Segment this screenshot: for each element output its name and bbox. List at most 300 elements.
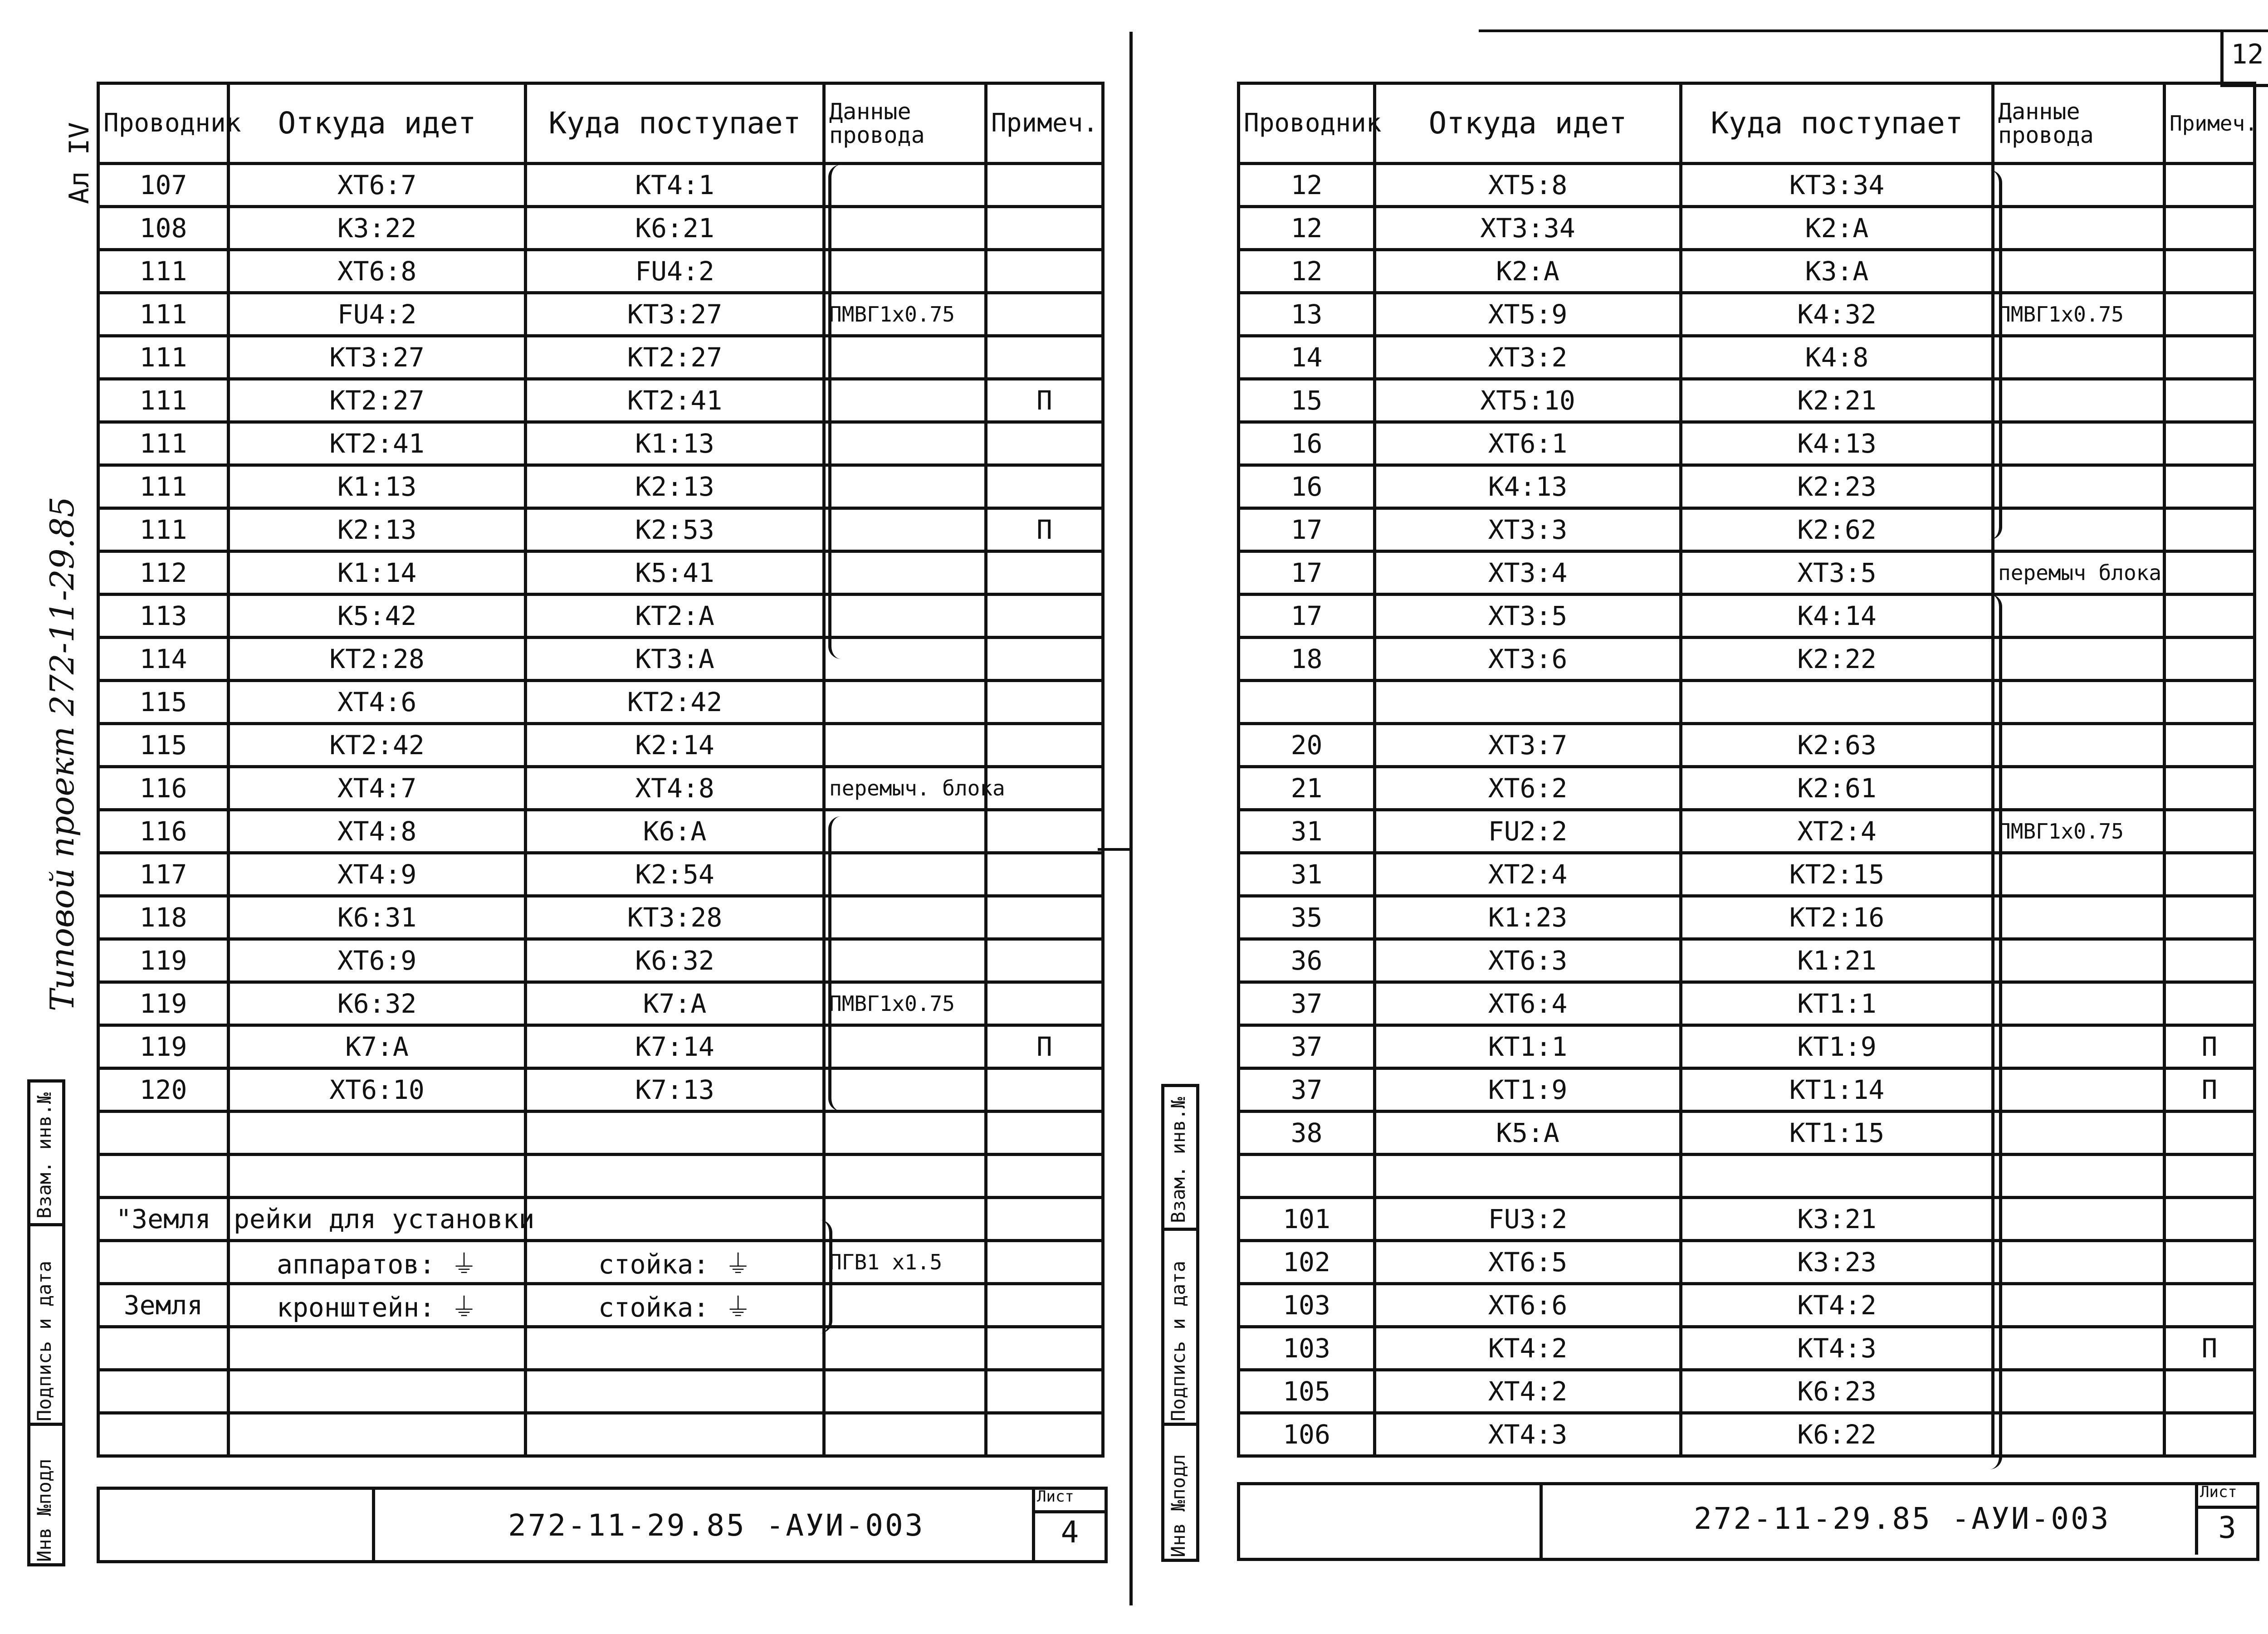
from-cell: ХТ3:7 bbox=[1375, 724, 1681, 767]
table-row bbox=[1239, 336, 2255, 379]
left-sheet-box bbox=[1032, 1487, 1105, 1557]
note-cell bbox=[986, 810, 1103, 853]
from-cell: К1:13 bbox=[229, 465, 526, 508]
note-cell bbox=[986, 1112, 1103, 1155]
conductor-cell: 12 bbox=[1239, 207, 1375, 250]
right-sheet-label: Лист bbox=[2200, 1483, 2237, 1501]
table-row bbox=[98, 1370, 1103, 1413]
table-row bbox=[98, 810, 1103, 853]
conductor-cell bbox=[98, 1112, 229, 1155]
note-cell bbox=[986, 336, 1103, 379]
side-col-inv: Инв №подл bbox=[33, 1458, 55, 1562]
note-cell bbox=[2165, 767, 2255, 810]
table-row bbox=[1239, 293, 2255, 336]
note-cell bbox=[2165, 1198, 2255, 1241]
table-row bbox=[98, 164, 1103, 207]
conductor-cell: 16 bbox=[1239, 422, 1375, 465]
right-side-col-podpis: Подпись и дата bbox=[1167, 1260, 1189, 1421]
from-cell: ХТ6:4 bbox=[1375, 982, 1681, 1025]
note-cell bbox=[2165, 207, 2255, 250]
left-brace-2 bbox=[828, 816, 841, 1111]
right-corner-box bbox=[2220, 29, 2268, 87]
note-cell bbox=[986, 422, 1103, 465]
to-cell: FU4:2 bbox=[526, 250, 824, 293]
note-cell bbox=[2165, 939, 2255, 982]
to-cell: КТ4:3 bbox=[1681, 1327, 1993, 1370]
conductor-cell: 111 bbox=[98, 422, 229, 465]
wire-data-cell bbox=[824, 1155, 986, 1198]
wire-data-cell bbox=[1993, 379, 2165, 422]
to-cell: К2:53 bbox=[526, 508, 824, 551]
table-row bbox=[98, 896, 1103, 939]
conductor-cell: 17 bbox=[1239, 508, 1375, 551]
note-cell bbox=[2165, 422, 2255, 465]
conductor-cell: 12 bbox=[1239, 250, 1375, 293]
conductor-cell: 117 bbox=[98, 853, 229, 896]
right-title-block bbox=[1237, 1482, 2259, 1561]
to-cell: К3:А bbox=[1681, 250, 1993, 293]
note-cell bbox=[2165, 250, 2255, 293]
to-cell: К4:14 bbox=[1681, 595, 1993, 638]
wire-data-cell bbox=[824, 595, 986, 638]
from-cell: ХТ3:34 bbox=[1375, 207, 1681, 250]
note-cell bbox=[986, 465, 1103, 508]
note-cell bbox=[986, 1068, 1103, 1112]
to-cell: КТ1:1 bbox=[1681, 982, 1993, 1025]
from-cell: КТ4:2 bbox=[1375, 1327, 1681, 1370]
note-cell bbox=[2165, 1241, 2255, 1284]
conductor-cell: 101 bbox=[1239, 1198, 1375, 1241]
table-row bbox=[1239, 1198, 2255, 1241]
right-corner-number: 12 bbox=[2231, 39, 2264, 70]
left-wiring-table bbox=[97, 82, 1105, 1458]
to-cell: К2:21 bbox=[1681, 379, 1993, 422]
table-row bbox=[1239, 1155, 2255, 1198]
note-cell bbox=[986, 293, 1103, 336]
wire-data-cell bbox=[1993, 638, 2165, 681]
right-side-columns bbox=[1161, 1084, 1199, 1562]
note-cell bbox=[2165, 293, 2255, 336]
to-cell: К2:22 bbox=[1681, 638, 1993, 681]
table-row bbox=[1239, 681, 2255, 724]
wire-data-cell bbox=[824, 508, 986, 551]
from-cell: К2:13 bbox=[229, 508, 526, 551]
wire-data-cell: ПМВГ1х0.75 bbox=[824, 293, 986, 336]
to-cell: К4:8 bbox=[1681, 336, 1993, 379]
to-cell: КТ3:28 bbox=[526, 896, 824, 939]
wire-data-cell bbox=[1993, 1370, 2165, 1413]
wire-data-cell bbox=[824, 1413, 986, 1456]
note-cell bbox=[986, 1327, 1103, 1370]
wire-data-cell bbox=[1993, 207, 2165, 250]
table-row bbox=[98, 638, 1103, 681]
to-cell: К7:14 bbox=[526, 1025, 824, 1068]
col-header-conductor: Проводник bbox=[1239, 83, 1375, 164]
table-row bbox=[98, 1112, 1103, 1155]
note-cell bbox=[2165, 336, 2255, 379]
from-cell: кронштейн: ⏚ bbox=[229, 1284, 526, 1327]
table-row bbox=[98, 767, 1103, 810]
to-cell: К5:41 bbox=[526, 551, 824, 595]
from-cell: ХТ3:3 bbox=[1375, 508, 1681, 551]
from-cell: ХТ3:5 bbox=[1375, 595, 1681, 638]
from-cell: ХТ5:9 bbox=[1375, 293, 1681, 336]
wire-data-cell bbox=[824, 1327, 986, 1370]
wire-data-cell bbox=[824, 810, 986, 853]
left-side-columns bbox=[27, 1079, 65, 1566]
from-cell: ХТ4:7 bbox=[229, 767, 526, 810]
note-cell: П bbox=[986, 379, 1103, 422]
from-cell: ХТ6:6 bbox=[1375, 1284, 1681, 1327]
conductor-cell: 120 bbox=[98, 1068, 229, 1112]
conductor-cell: 119 bbox=[98, 1025, 229, 1068]
note-cell bbox=[986, 595, 1103, 638]
from-cell: К7:А bbox=[229, 1025, 526, 1068]
from-cell: ХТ6:9 bbox=[229, 939, 526, 982]
table-row bbox=[98, 1068, 1103, 1112]
to-cell: К2:14 bbox=[526, 724, 824, 767]
note-cell bbox=[986, 1241, 1103, 1284]
to-cell bbox=[526, 1370, 824, 1413]
conductor-cell: 103 bbox=[1239, 1327, 1375, 1370]
conductor-cell: 18 bbox=[1239, 638, 1375, 681]
note-cell bbox=[2165, 1413, 2255, 1456]
left-title-block bbox=[97, 1487, 1108, 1563]
conductor-cell: 31 bbox=[1239, 853, 1375, 896]
table-row bbox=[1239, 1413, 2255, 1456]
table-row bbox=[1239, 638, 2255, 681]
from-cell: КТ2:41 bbox=[229, 422, 526, 465]
wire-data-cell bbox=[824, 336, 986, 379]
from-cell: ХТ3:2 bbox=[1375, 336, 1681, 379]
table-row bbox=[1239, 508, 2255, 551]
note-cell bbox=[2165, 724, 2255, 767]
from-cell: КТ2:27 bbox=[229, 379, 526, 422]
conductor-cell: Земля bbox=[98, 1284, 229, 1327]
table-row bbox=[1239, 896, 2255, 939]
table-row bbox=[1239, 810, 2255, 853]
from-cell: ХТ5:8 bbox=[1375, 164, 1681, 207]
conductor-cell bbox=[98, 1413, 229, 1456]
conductor-cell: 116 bbox=[98, 767, 229, 810]
to-cell: ХТ3:5 bbox=[1681, 551, 1993, 595]
wire-data-cell bbox=[1993, 164, 2165, 207]
wire-data-cell bbox=[1993, 767, 2165, 810]
from-cell: К2:А bbox=[1375, 250, 1681, 293]
conductor-cell bbox=[1239, 681, 1375, 724]
to-cell bbox=[1681, 681, 1993, 724]
right-side-col-inv: Инв №подл bbox=[1167, 1454, 1189, 1557]
from-cell: ХТ6:2 bbox=[1375, 767, 1681, 810]
right-wiring-table bbox=[1237, 82, 2256, 1458]
note-cell bbox=[986, 164, 1103, 207]
to-cell: К7:13 bbox=[526, 1068, 824, 1112]
wire-data-cell: перемыч. блока bbox=[824, 767, 986, 810]
note-cell bbox=[986, 1370, 1103, 1413]
table-header-row bbox=[98, 83, 1103, 164]
to-cell bbox=[526, 1198, 824, 1241]
from-cell: ХТ4:3 bbox=[1375, 1413, 1681, 1456]
table-row bbox=[1239, 767, 2255, 810]
note-cell bbox=[2165, 1112, 2255, 1155]
left-sheet-label: Лист bbox=[1037, 1488, 1074, 1506]
table-row bbox=[98, 422, 1103, 465]
table-row bbox=[1239, 939, 2255, 982]
note-cell bbox=[2165, 1155, 2255, 1198]
wire-data-cell bbox=[1993, 1025, 2165, 1068]
table-row bbox=[98, 551, 1103, 595]
conductor-cell: 12 bbox=[1239, 164, 1375, 207]
wire-data-cell bbox=[824, 1068, 986, 1112]
to-cell: КТ3:34 bbox=[1681, 164, 1993, 207]
from-cell: FU3:2 bbox=[1375, 1198, 1681, 1241]
to-cell: К6:22 bbox=[1681, 1413, 1993, 1456]
from-cell: ХТ6:1 bbox=[1375, 422, 1681, 465]
from-cell: ХТ4:2 bbox=[1375, 1370, 1681, 1413]
to-cell: КТ2:41 bbox=[526, 379, 824, 422]
table-row bbox=[98, 250, 1103, 293]
to-cell bbox=[526, 1155, 824, 1198]
wire-data-cell bbox=[824, 250, 986, 293]
from-cell: ХТ6:5 bbox=[1375, 1241, 1681, 1284]
from-cell bbox=[229, 1327, 526, 1370]
wire-data-cell bbox=[1993, 1284, 2165, 1327]
from-cell: К6:31 bbox=[229, 896, 526, 939]
to-cell: К2:54 bbox=[526, 853, 824, 896]
table-row bbox=[1239, 207, 2255, 250]
table-row bbox=[98, 939, 1103, 982]
table-row bbox=[98, 724, 1103, 767]
from-cell: К1:23 bbox=[1375, 896, 1681, 939]
col-header-note: Примеч. bbox=[986, 83, 1103, 164]
conductor-cell: 119 bbox=[98, 939, 229, 982]
table-row bbox=[1239, 1327, 2255, 1370]
note-cell: П bbox=[2165, 1025, 2255, 1068]
table-row bbox=[1239, 1068, 2255, 1112]
to-cell: К2:А bbox=[1681, 207, 1993, 250]
from-cell: КТ2:28 bbox=[229, 638, 526, 681]
conductor-cell: 17 bbox=[1239, 595, 1375, 638]
from-cell: ХТ5:10 bbox=[1375, 379, 1681, 422]
note-cell bbox=[986, 551, 1103, 595]
conductor-cell: 115 bbox=[98, 681, 229, 724]
note-cell bbox=[2165, 595, 2255, 638]
from-cell: FU2:2 bbox=[1375, 810, 1681, 853]
to-cell: КТ3:А bbox=[526, 638, 824, 681]
conductor-cell: 111 bbox=[98, 508, 229, 551]
note-cell: П bbox=[986, 1025, 1103, 1068]
from-cell bbox=[1375, 1155, 1681, 1198]
conductor-cell: 119 bbox=[98, 982, 229, 1025]
col-header-to: Куда поступает bbox=[1681, 83, 1993, 164]
from-cell: аппаратов: ⏚ bbox=[229, 1241, 526, 1284]
to-cell: КТ1:9 bbox=[1681, 1025, 1993, 1068]
right-sheet-box bbox=[2195, 1482, 2256, 1555]
note-cell bbox=[2165, 551, 2255, 595]
to-cell: КТ4:2 bbox=[1681, 1284, 1993, 1327]
conductor-cell bbox=[98, 1327, 229, 1370]
to-cell: К3:23 bbox=[1681, 1241, 1993, 1284]
table-row bbox=[1239, 595, 2255, 638]
table-row bbox=[98, 681, 1103, 724]
note-cell bbox=[2165, 638, 2255, 681]
wire-data-cell bbox=[824, 724, 986, 767]
table-row bbox=[1239, 465, 2255, 508]
left-brace-3 bbox=[819, 1220, 832, 1333]
from-cell: ХТ3:4 bbox=[1375, 551, 1681, 595]
table-row bbox=[98, 336, 1103, 379]
right-doc-code: 272-11-29.85 -АУИ-003 bbox=[1694, 1501, 2111, 1536]
table-row bbox=[98, 465, 1103, 508]
to-cell: К3:21 bbox=[1681, 1198, 1993, 1241]
wire-data-cell bbox=[1993, 465, 2165, 508]
to-cell: К1:21 bbox=[1681, 939, 1993, 982]
wire-data-cell bbox=[824, 1198, 986, 1241]
to-cell: КТ2:А bbox=[526, 595, 824, 638]
conductor-cell bbox=[1239, 1155, 1375, 1198]
to-cell: КТ2:42 bbox=[526, 681, 824, 724]
conductor-cell: 38 bbox=[1239, 1112, 1375, 1155]
conductor-cell: 102 bbox=[1239, 1241, 1375, 1284]
table-row bbox=[1239, 1025, 2255, 1068]
wire-data-cell bbox=[824, 164, 986, 207]
wire-data-cell bbox=[824, 1112, 986, 1155]
wire-data-cell bbox=[1993, 250, 2165, 293]
table-row bbox=[1239, 1284, 2255, 1327]
table-row bbox=[1239, 250, 2255, 293]
conductor-cell bbox=[98, 1370, 229, 1413]
wire-data-cell bbox=[1993, 853, 2165, 896]
to-cell: К6:23 bbox=[1681, 1370, 1993, 1413]
from-cell: ХТ6:8 bbox=[229, 250, 526, 293]
from-cell: К6:32 bbox=[229, 982, 526, 1025]
conductor-cell: 17 bbox=[1239, 551, 1375, 595]
left-side-stamp: Ал IV bbox=[64, 122, 95, 204]
conductor-cell: 21 bbox=[1239, 767, 1375, 810]
wire-data-cell bbox=[824, 638, 986, 681]
conductor-cell: 111 bbox=[98, 379, 229, 422]
wire-data-cell: перемыч блока bbox=[1993, 551, 2165, 595]
conductor-cell bbox=[98, 1155, 229, 1198]
table-header-row bbox=[1239, 83, 2255, 164]
note-cell bbox=[2165, 465, 2255, 508]
table-row bbox=[98, 595, 1103, 638]
wire-data-cell bbox=[1993, 681, 2165, 724]
table-row bbox=[98, 853, 1103, 896]
col-header-wire-data: Данные провода bbox=[1993, 83, 2165, 164]
wire-data-cell bbox=[824, 896, 986, 939]
table-row bbox=[1239, 1241, 2255, 1284]
table-row bbox=[1239, 422, 2255, 465]
conductor-cell bbox=[98, 1241, 229, 1284]
wire-data-cell bbox=[1993, 1241, 2165, 1284]
table-row bbox=[1239, 551, 2255, 595]
from-cell: ХТ4:9 bbox=[229, 853, 526, 896]
table-row bbox=[98, 1327, 1103, 1370]
note-cell bbox=[986, 853, 1103, 896]
from-cell: КТ2:42 bbox=[229, 724, 526, 767]
wire-data-cell bbox=[1993, 724, 2165, 767]
to-cell: К2:13 bbox=[526, 465, 824, 508]
col-header-conductor: Проводник bbox=[98, 83, 229, 164]
conductor-cell: 111 bbox=[98, 293, 229, 336]
conductor-cell: 113 bbox=[98, 595, 229, 638]
from-cell bbox=[1375, 681, 1681, 724]
wire-data-cell bbox=[824, 853, 986, 896]
to-cell bbox=[526, 1112, 824, 1155]
from-cell: FU4:2 bbox=[229, 293, 526, 336]
from-cell: ХТ3:6 bbox=[1375, 638, 1681, 681]
note-cell bbox=[986, 681, 1103, 724]
wire-data-cell: ПМВГ1х0.75 bbox=[824, 982, 986, 1025]
from-cell: К5:А bbox=[1375, 1112, 1681, 1155]
from-cell: К1:14 bbox=[229, 551, 526, 595]
conductor-cell: 37 bbox=[1239, 1025, 1375, 1068]
to-cell: К2:63 bbox=[1681, 724, 1993, 767]
from-cell: К4:13 bbox=[1375, 465, 1681, 508]
note-cell bbox=[986, 724, 1103, 767]
to-cell: КТ4:1 bbox=[526, 164, 824, 207]
from-cell: ХТ2:4 bbox=[1375, 853, 1681, 896]
conductor-cell: 118 bbox=[98, 896, 229, 939]
note-cell bbox=[2165, 1284, 2255, 1327]
conductor-cell: 115 bbox=[98, 724, 229, 767]
center-tick bbox=[1098, 848, 1129, 851]
conductor-cell: 35 bbox=[1239, 896, 1375, 939]
to-cell: ХТ2:4 bbox=[1681, 810, 1993, 853]
conductor-cell: "Земля bbox=[98, 1198, 229, 1241]
col-header-from: Откуда идет bbox=[229, 83, 526, 164]
from-cell bbox=[229, 1112, 526, 1155]
from-cell: ХТ6:10 bbox=[229, 1068, 526, 1112]
table-row bbox=[98, 1198, 1103, 1241]
table-row bbox=[1239, 982, 2255, 1025]
to-cell: стойка: ⏚ bbox=[526, 1284, 824, 1327]
wire-data-cell bbox=[1993, 1155, 2165, 1198]
to-cell: КТ2:15 bbox=[1681, 853, 1993, 896]
table-row bbox=[1239, 1112, 2255, 1155]
wire-data-cell bbox=[1993, 336, 2165, 379]
from-cell: К5:42 bbox=[229, 595, 526, 638]
to-cell: К7:А bbox=[526, 982, 824, 1025]
wire-data-cell bbox=[1993, 896, 2165, 939]
table-row bbox=[98, 293, 1103, 336]
from-cell: ХТ4:6 bbox=[229, 681, 526, 724]
to-cell: К1:13 bbox=[526, 422, 824, 465]
conductor-cell: 103 bbox=[1239, 1284, 1375, 1327]
table-row bbox=[98, 207, 1103, 250]
to-cell: стойка: ⏚ bbox=[526, 1241, 824, 1284]
to-cell bbox=[526, 1413, 824, 1456]
right-side-col-vzam: Взам. инв.№ bbox=[1167, 1097, 1189, 1223]
conductor-cell: 14 bbox=[1239, 336, 1375, 379]
note-cell bbox=[986, 1413, 1103, 1456]
to-cell: К4:32 bbox=[1681, 293, 1993, 336]
to-cell: КТ2:27 bbox=[526, 336, 824, 379]
note-cell bbox=[2165, 1370, 2255, 1413]
note-cell bbox=[2165, 896, 2255, 939]
note-cell bbox=[986, 896, 1103, 939]
center-divider bbox=[1129, 32, 1133, 1605]
side-col-podpis: Подпись и дата bbox=[33, 1260, 55, 1421]
table-row bbox=[1239, 724, 2255, 767]
note-cell bbox=[986, 638, 1103, 681]
conductor-cell: 111 bbox=[98, 250, 229, 293]
conductor-cell: 15 bbox=[1239, 379, 1375, 422]
conductor-cell: 106 bbox=[1239, 1413, 1375, 1456]
right-top-rule bbox=[1479, 29, 2268, 32]
note-cell: П bbox=[2165, 1327, 2255, 1370]
